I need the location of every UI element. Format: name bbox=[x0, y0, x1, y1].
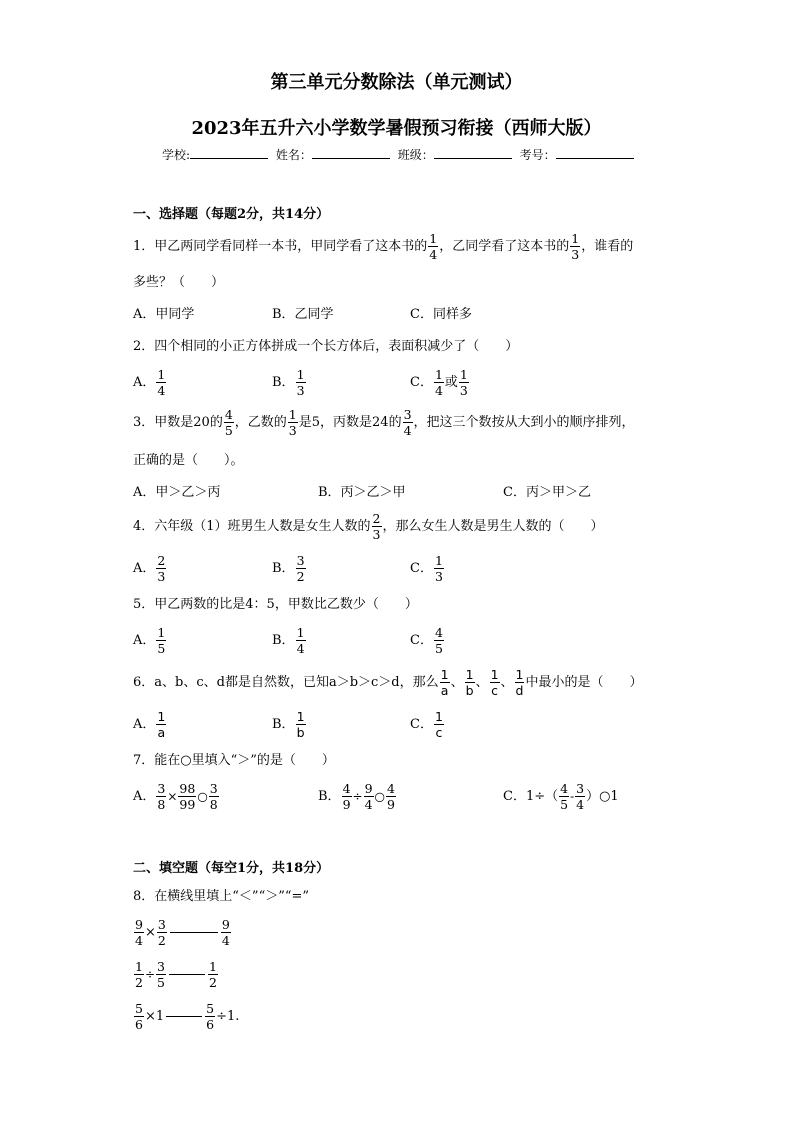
q8-r1-answer-blank[interactable] bbox=[170, 932, 218, 933]
q3-option-b[interactable]: B．丙＞乙＞甲 bbox=[318, 485, 406, 500]
q8-r3-answer-blank[interactable] bbox=[166, 1016, 202, 1017]
q1-text-c: ，谁看的 bbox=[581, 239, 634, 255]
q3-fraction-2: $\frac{1}{3}$ bbox=[288, 407, 297, 439]
question-8: 8．在横线里填上“＜”“＞”“=” bbox=[133, 889, 310, 904]
q7-b-fraction-3: $\frac{4}{9}$ bbox=[387, 781, 395, 813]
q1-option-a[interactable]: A．甲同学 bbox=[133, 307, 195, 322]
q7-b-circle: ○ bbox=[374, 789, 386, 804]
q8-r2-fraction-1: $\frac{1}{2}$ bbox=[135, 959, 143, 991]
q5-option-b[interactable]: B． $\frac{1}{4}$ bbox=[272, 625, 305, 657]
q1-fraction-1: $\frac{1}{4}$ bbox=[429, 231, 438, 263]
q7-c-fraction-2: $\frac{3}{4}$ bbox=[576, 781, 585, 813]
q6-fraction-c: $\frac{1}{c}$ bbox=[490, 667, 499, 699]
q3-line-2: 正确的是（ ）。 bbox=[133, 453, 244, 468]
exam-no-label: 考号： bbox=[519, 148, 556, 162]
q7-b-fraction-1: $\frac{4}{9}$ bbox=[342, 781, 351, 813]
q4-option-b[interactable]: B． $\frac{3}{2}$ bbox=[272, 553, 305, 585]
q8-r2-fraction-3: $\frac{1}{2}$ bbox=[208, 959, 217, 991]
q6-b-fraction: $\frac{1}{b}$ bbox=[296, 709, 305, 741]
question-2: 2．四个相同的小正方体拼成一个长方体后，表面积减少了（ ） bbox=[133, 339, 519, 354]
q6-option-c[interactable]: C． $\frac{1}{c}$ bbox=[410, 709, 443, 741]
q8-row-2: $\frac{1}{2}$ ÷ $\frac{3}{5}$ $\frac{1}{2}$ bbox=[135, 959, 217, 991]
q8-r1-fraction-1: $\frac{9}{4}$ bbox=[135, 917, 143, 949]
question-6: 6．a、b、c、d都是自然数，已知a＞b＞c＞d，那么 $\frac{1}{a}$ 、 $\frac{1}{b}$ 、 $\frac{1}{c}$ 、 $\frac{1}{d}$ 中最小的是（ ） bbox=[133, 667, 643, 699]
q7-b-fraction-2: $\frac{9}{4}$ bbox=[364, 781, 373, 813]
q6-fraction-b: $\frac{1}{b}$ bbox=[465, 667, 474, 699]
q8-r2-fraction-2: $\frac{3}{5}$ bbox=[157, 959, 165, 991]
q7-option-b[interactable]: B． $\frac{4}{9}$ ÷ $\frac{9}{4}$ ○ $\frac{4}{9}$ bbox=[318, 781, 395, 813]
q4-b-fraction: $\frac{3}{2}$ bbox=[296, 553, 305, 585]
q2-option-c[interactable]: C． $\frac{1}{4}$ 或 $\frac{1}{3}$ bbox=[410, 367, 468, 399]
q6-option-a[interactable]: A． $\frac{1}{a}$ bbox=[133, 709, 166, 741]
q1-line-2: 多些？（ ） bbox=[133, 275, 225, 290]
q7-a-fraction-1: $\frac{3}{8}$ bbox=[157, 781, 166, 813]
q3-fraction-3: $\frac{3}{4}$ bbox=[403, 407, 412, 439]
q6-option-b[interactable]: B． $\frac{1}{b}$ bbox=[272, 709, 305, 741]
q1-text-a: 1．甲乙两同学看同样一本书，甲同学看了这本书的 bbox=[133, 239, 428, 255]
q2-option-b[interactable]: B． $\frac{1}{3}$ bbox=[272, 367, 305, 399]
q7-a-fraction-3: $\frac{3}{8}$ bbox=[209, 781, 218, 813]
page-title: 第三单元分数除法（单元测试） bbox=[270, 72, 523, 93]
q5-b-fraction: $\frac{1}{4}$ bbox=[296, 625, 305, 657]
section-2-heading: 二、填空题（每空1分，共18分） bbox=[133, 861, 330, 876]
q3-fraction-1: $\frac{4}{5}$ bbox=[224, 407, 233, 439]
school-blank[interactable] bbox=[190, 148, 268, 159]
q5-option-c[interactable]: C． $\frac{4}{5}$ bbox=[410, 625, 443, 657]
q6-c-fraction: $\frac{1}{c}$ bbox=[434, 709, 443, 741]
q5-c-fraction: $\frac{4}{5}$ bbox=[434, 625, 443, 657]
q7-option-a[interactable]: A． $\frac{3}{8}$ × $\frac{98}{99}$ ○ $\frac{3}{8}$ bbox=[133, 781, 218, 813]
q1-text-b: ，乙同学看了这本书的 bbox=[439, 239, 570, 255]
q4-c-fraction: $\frac{1}{3}$ bbox=[434, 553, 443, 585]
q1-option-b[interactable]: B．乙同学 bbox=[272, 307, 334, 322]
q5-option-a[interactable]: A． $\frac{1}{5}$ bbox=[133, 625, 166, 657]
question-4: 4．六年级（1）班男生人数是女生人数的 $\frac{2}{3}$ ，那么女生人数是男生人数的（ ） bbox=[133, 511, 604, 543]
q7-option-c[interactable]: C．1÷（ $\frac{4}{5}$ - $\frac{3}{4}$ ）○1 bbox=[503, 781, 619, 813]
q2-b-fraction: $\frac{1}{3}$ bbox=[296, 367, 305, 399]
q3-option-a[interactable]: A．甲＞乙＞丙 bbox=[133, 485, 221, 500]
q8-r1-fraction-2: $\frac{3}{2}$ bbox=[157, 917, 166, 949]
q4-option-c[interactable]: C． $\frac{1}{3}$ bbox=[410, 553, 443, 585]
q8-r1-fraction-3: $\frac{9}{4}$ bbox=[221, 917, 230, 949]
q8-row-3: $\frac{5}{6}$ ×1 $\frac{5}{6}$ ÷1. bbox=[135, 1001, 240, 1033]
q8-r3-fraction-1: $\frac{5}{6}$ bbox=[135, 1001, 143, 1033]
section-1-heading: 一、选择题（每题2分，共14分） bbox=[133, 207, 330, 222]
class-blank[interactable] bbox=[434, 148, 512, 159]
name-blank[interactable] bbox=[312, 148, 390, 159]
q7-a-fraction-2: $\frac{98}{99}$ bbox=[179, 781, 196, 813]
q8-r2-answer-blank[interactable] bbox=[169, 974, 205, 975]
q1-fraction-2: $\frac{1}{3}$ bbox=[571, 231, 580, 263]
question-3: 3．甲数是20的 $\frac{4}{5}$ ，乙数的 $\frac{1}{3}$ 是5，丙数是24的 $\frac{3}{4}$ ，把这三个数按从大到小的顺序排列， bbox=[133, 407, 635, 439]
q2-c-fraction-2: $\frac{1}{3}$ bbox=[459, 367, 468, 399]
q4-a-fraction: $\frac{2}{3}$ bbox=[157, 553, 166, 585]
question-1 bbox=[133, 232, 633, 261]
question-7: 7．能在○里填入“＞”的是（ ） bbox=[133, 753, 335, 768]
q2-option-a[interactable]: A． $\frac{1}{4}$ bbox=[133, 367, 166, 399]
q4-fraction: $\frac{2}{3}$ bbox=[372, 511, 381, 543]
q3-option-c[interactable]: C．丙＞甲＞乙 bbox=[503, 485, 591, 500]
q6-a-fraction: $\frac{1}{a}$ bbox=[157, 709, 166, 741]
exam-no-blank[interactable] bbox=[556, 148, 634, 159]
name-label: 姓名： bbox=[275, 148, 312, 162]
q8-row-1: $\frac{9}{4}$ × $\frac{3}{2}$ $\frac{9}{4}$ bbox=[135, 917, 230, 949]
q2-c-fraction-1: $\frac{1}{4}$ bbox=[434, 367, 443, 399]
q7-c-fraction-1: $\frac{4}{5}$ bbox=[560, 781, 569, 813]
q5-a-fraction: $\frac{1}{5}$ bbox=[157, 625, 166, 657]
page-subtitle: 2023年五升六小学数学暑假预习衔接（西师大版） bbox=[191, 118, 602, 139]
q8-r3-fraction-2: $\frac{5}{6}$ bbox=[206, 1001, 215, 1033]
q7-a-circle: ○ bbox=[197, 789, 208, 804]
q6-fraction-d: $\frac{1}{d}$ bbox=[515, 667, 524, 699]
class-label: 班级： bbox=[397, 148, 434, 162]
student-info-line bbox=[162, 146, 638, 163]
q6-fraction-a: $\frac{1}{a}$ bbox=[440, 667, 449, 699]
q1-option-c[interactable]: C．同样多 bbox=[410, 307, 472, 322]
question-5: 5．甲乙两数的比是4：5，甲数比乙数少（ ） bbox=[133, 597, 418, 612]
school-label: 学校: bbox=[162, 148, 191, 162]
q4-option-a[interactable]: A． $\frac{2}{3}$ bbox=[133, 553, 166, 585]
q2-a-fraction: $\frac{1}{4}$ bbox=[157, 367, 166, 399]
